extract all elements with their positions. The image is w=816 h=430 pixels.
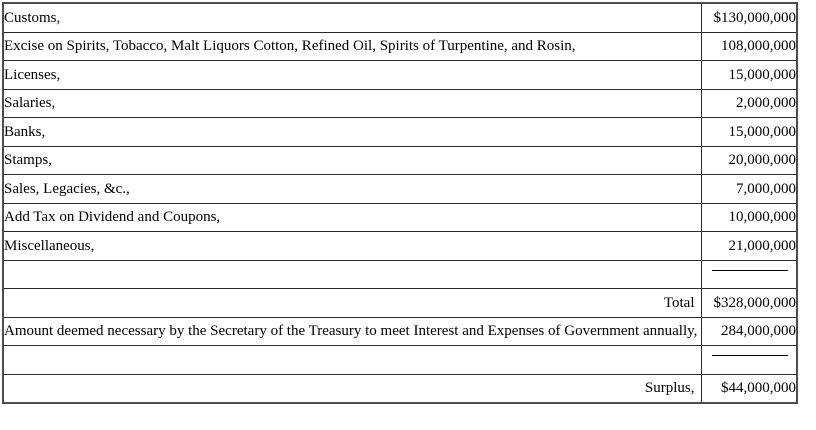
table-row [3, 146, 797, 175]
table-row [3, 3, 797, 32]
table-row-separator [3, 260, 797, 289]
row-amount: 7,000,000 [701, 175, 797, 204]
row-amount: $328,000,000 [701, 289, 797, 318]
row-label: Stamps, [3, 146, 701, 175]
row-amount: 15,000,000 [701, 61, 797, 90]
table-row [3, 317, 797, 346]
table-row [3, 89, 797, 118]
table-row-total [3, 289, 797, 318]
table-row-separator [3, 346, 797, 375]
row-amount: 21,000,000 [701, 232, 797, 261]
table-row [3, 32, 797, 61]
row-label: Surplus, [3, 374, 701, 403]
row-amount: 10,000,000 [701, 203, 797, 232]
row-label: Total [3, 289, 701, 318]
row-label: Banks, [3, 118, 701, 147]
row-amount [701, 260, 797, 289]
row-amount: 20,000,000 [701, 146, 797, 175]
row-label: Customs, [3, 3, 701, 32]
sum-rule-line [712, 355, 788, 356]
row-amount: 15,000,000 [701, 118, 797, 147]
row-label: Add Tax on Dividend and Coupons, [3, 203, 701, 232]
table-row [3, 118, 797, 147]
table-row-surplus [3, 374, 797, 403]
row-label: Miscellaneous, [3, 232, 701, 261]
row-label: Amount deemed necessary by the Secretary of the Treasury to meet Interest and Expenses of Government annually, [3, 317, 701, 346]
row-amount: 2,000,000 [701, 89, 797, 118]
row-label: Licenses, [3, 61, 701, 90]
row-amount: $44,000,000 [701, 374, 797, 403]
row-amount: $130,000,000 [701, 3, 797, 32]
row-label: Excise on Spirits, Tobacco, Malt Liquors Cotton, Refined Oil, Spirits of Turpentine, and Rosin, [3, 32, 701, 61]
row-label: Sales, Legacies, &c., [3, 175, 701, 204]
row-amount: 108,000,000 [701, 32, 797, 61]
row-amount [701, 346, 797, 375]
row-amount: 284,000,000 [701, 317, 797, 346]
row-label: Salaries, [3, 89, 701, 118]
table-row [3, 203, 797, 232]
row-label [3, 260, 701, 289]
table-row [3, 61, 797, 90]
estimated-revenue-table [2, 2, 798, 404]
row-label [3, 346, 701, 375]
table-row [3, 232, 797, 261]
sum-rule-line [712, 270, 788, 271]
table-row [3, 175, 797, 204]
